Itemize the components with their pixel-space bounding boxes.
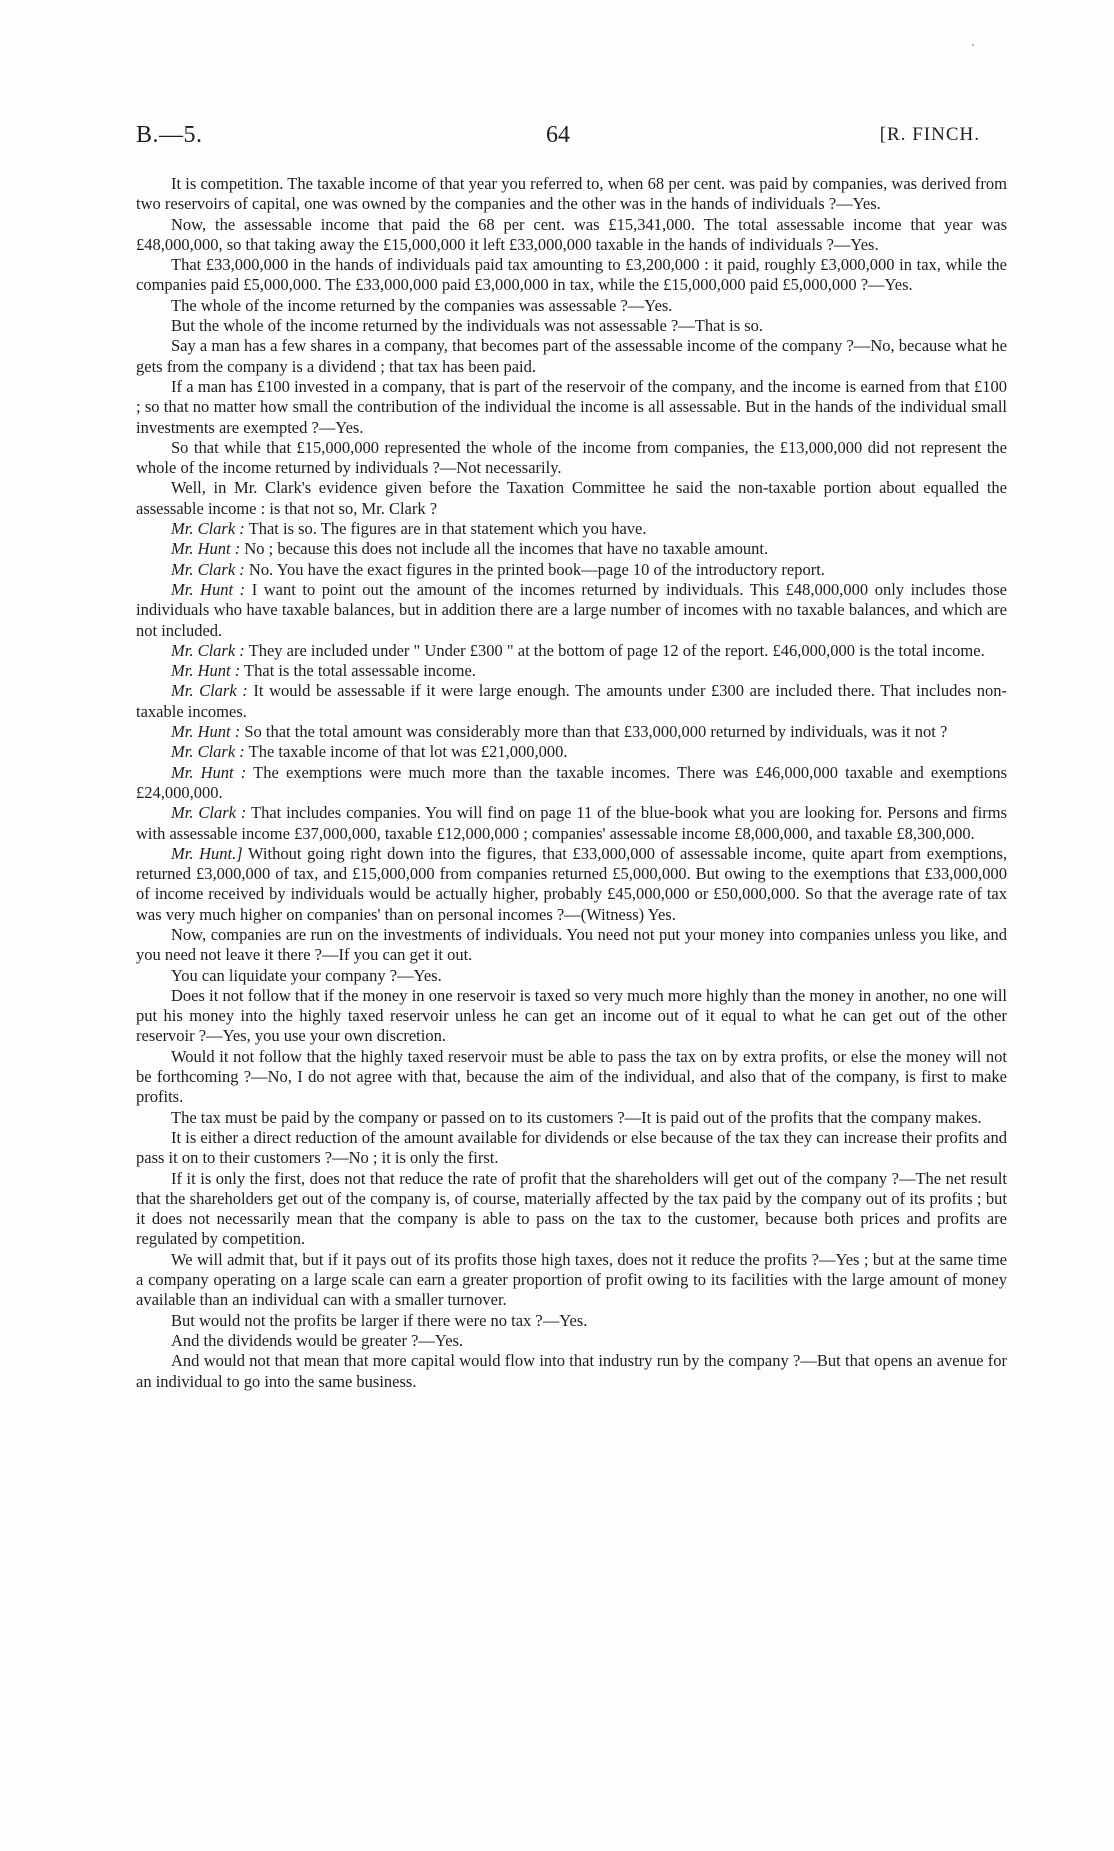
paragraph-text: No ; because this does not include all the incomes that have no taxable amount.: [244, 539, 769, 559]
paragraph-text: No. You have the exact figures in the printed book—page 10 of the introductory report.: [248, 559, 825, 579]
speaker-label: Mr. Clark :: [171, 559, 245, 579]
paragraph-text: And the dividends would be greater ?—Yes.: [171, 1330, 464, 1350]
paragraph: [136, 1128, 1007, 1169]
document-reference: B.—5.: [136, 122, 203, 148]
paragraph: [136, 966, 1007, 986]
speaker-label: Mr. Hunt.]: [171, 843, 243, 863]
paragraph-text: That £33,000,000 in the hands of individuals paid tax amounting to £3,200,000 : it paid, roughly £3,000,000 in tax, while the companies paid £5,000,000. The £33,000,000 paid £3,000,000 in tax, while the £15,000,000 paid £5,000,000 ?—Yes.: [136, 255, 1007, 295]
speaker-label: Mr. Clark :: [171, 803, 247, 823]
paragraph-text: It would be assessable if it were large enough. The amounts under £300 are included there. That includes non-taxable incomes.: [136, 681, 1007, 721]
paragraph-text: Now, companies are run on the investments of individuals. You need not put your money into companies unless you like, and you need not leave it there ?—If you can get it out.: [136, 924, 1007, 965]
paragraph: [136, 1250, 1007, 1311]
paragraph: [136, 478, 1007, 519]
paragraph: [136, 1047, 1007, 1108]
paragraph: [136, 742, 1007, 762]
paragraph: [136, 580, 1007, 641]
paragraph: [136, 1108, 1007, 1128]
paragraph-text: We will admit that, but if it pays out of its profits those high taxes, does not it reduce the profits ?—Yes ; but at the same time a company operating on a large scale can earn a greater proportion of profit owing to its facilities with the large amount of money available than an individual can with a smaller turnover.: [136, 1249, 1007, 1310]
paragraph: [136, 844, 1007, 925]
paragraph-text: The taxable income of that lot was £21,000,000.: [248, 742, 568, 762]
paragraph: [136, 215, 1007, 256]
paragraph-text: Well, in Mr. Clark's evidence given before the Taxation Committee he said the non-taxable portion about equalled the assessable income : is that not so, Mr. Clark ?: [136, 478, 1007, 518]
speaker-label: Mr. Clark :: [171, 681, 248, 701]
paragraph: [136, 560, 1007, 580]
paragraph-text: They are included under " Under £300 " at the bottom of page 12 of the report. £46,000,000 is the total income.: [248, 640, 985, 660]
paragraph-text: It is either a direct reduction of the amount available for dividends or else because of the tax they can increase their profits and pass it on to their customers ?—No ; it is only the first.: [136, 1127, 1007, 1168]
witness-name: [R. FINCH.: [879, 124, 980, 145]
paragraph-text: But the whole of the income returned by the individuals was not assessable ?—That is so.: [171, 316, 764, 336]
paragraph: [136, 539, 1007, 559]
paragraph: [136, 519, 1007, 539]
paragraph: [136, 925, 1007, 966]
paragraph: [136, 986, 1007, 1047]
speaker-label: Mr. Hunt :: [171, 661, 241, 681]
speaker-label: Mr. Clark :: [171, 742, 245, 762]
paragraph-text: That is the total assessable income.: [244, 661, 476, 681]
paragraph: [136, 296, 1007, 316]
paragraph-text: The whole of the income returned by the companies was assessable ?—Yes.: [171, 295, 673, 315]
paragraph-text: The exemptions were much more than the taxable incomes. There was £46,000,000 taxable and exemptions £24,000,000.: [136, 762, 1007, 802]
page-header: [136, 122, 980, 156]
paragraph-text: That is so. The figures are in that statement which you have.: [248, 519, 647, 539]
paragraph: [136, 1311, 1007, 1331]
paragraph-text: Without going right down into the figures, that £33,000,000 of assessable income, quite apart from exemptions, returned £3,000,000 of tax, and £15,000,000 from companies returned £5,000,000. But owing to the exemptions that £33,000,000 of income received by individuals would be actually higher, probably £45,000,000 or £50,000,000. So that the average rate of tax was very much higher on companies' than on personal incomes ?—(Witness) Yes.: [136, 843, 1008, 924]
paragraph-text: If a man has £100 invested in a company, that is part of the reservoir of the company, and the income is earned from that £100 ; so that no matter how small the contribution of the individual the income is all assessable. But in the hands of the individual small investments are exempted ?—Yes.: [136, 376, 1007, 437]
paragraph-text: If it is only the first, does not that reduce the rate of profit that the shareholders will get out of the company ?—The net result that the shareholders get out of the company is, of course, materially affected by the tax paid by the company out of its profits ; but it does not necessarily mean that the company is able to pass on the tax to the customer, because both prices and profits are regulated by competition.: [136, 1168, 1007, 1249]
paragraph: [136, 1351, 1007, 1392]
paragraph-text: And would not that mean that more capital would flow into that industry run by the company ?—But that opens an avenue for an individual to go into the same business.: [136, 1351, 1007, 1391]
paragraph-text: Does it not follow that if the money in one reservoir is taxed so very much more highly than the money in another, no one will put his money into the highly taxed reservoir unless he can get an income out of it equal to what he can get out of the other reservoir ?—Yes, you use your own discretion.: [136, 985, 1007, 1046]
speaker-label: Mr. Clark :: [171, 519, 245, 539]
paragraph-text: The tax must be paid by the company or passed on to its customers ?—It is paid out of the profits that the company makes.: [171, 1107, 982, 1127]
speaker-label: Mr. Hunt :: [171, 539, 241, 559]
paragraph-text: I want to point out the amount of the incomes returned by individuals. This £48,000,000 only includes those individuals who have taxable balances, but in addition there are a large number of incomes with no taxable balances, and which are not included.: [136, 579, 1007, 640]
paragraph: [136, 1169, 1007, 1250]
paragraph: [136, 641, 1007, 661]
paragraph-text: But would not the profits be larger if there were no tax ?—Yes.: [171, 1310, 588, 1330]
paragraph-text: Say a man has a few shares in a company, that becomes part of the assessable income of the company ?—No, because what he gets from the company is a dividend ; that tax has been paid.: [136, 336, 1007, 376]
paragraph-text: You can liquidate your company ?—Yes.: [171, 965, 442, 985]
paragraph: [136, 377, 1007, 438]
paragraph-text: That includes companies. You will find on page 11 of the blue-book what you are looking for. Persons and firms with assessable income £37,000,000, taxable £12,000,000 ; companies' assessable income £8,000,000, and taxable £8,300,000.: [136, 803, 1007, 843]
paragraph: [136, 803, 1007, 844]
paragraph: [136, 438, 1007, 479]
paragraph: [136, 1331, 1007, 1351]
paragraph: [136, 336, 1007, 377]
speaker-label: Mr. Hunt :: [171, 722, 241, 742]
paragraph: [136, 174, 1007, 215]
page-number: 64: [546, 122, 570, 148]
speaker-label: Mr. Clark :: [171, 640, 245, 660]
paragraph: [136, 255, 1007, 296]
paragraph-text: Now, the assessable income that paid the 68 per cent. was £15,341,000. The total assessable income that year was £48,000,000, so that taking away the £15,000,000 it left £33,000,000 taxable in the hands of individuals ?—Yes.: [136, 214, 1007, 254]
paragraph-text: It is competition. The taxable income of that year you referred to, when 68 per cent. was paid by companies, was derived from two reservoirs of capital, one was owned by the companies and the other was in the hands of individuals ?—Yes.: [136, 174, 1007, 214]
document-body: [136, 174, 1007, 1392]
paragraph: [136, 681, 1007, 722]
scan-speck: [972, 44, 974, 46]
paragraph-text: So that the total amount was considerably more than that £33,000,000 returned by individuals, was it not ?: [244, 722, 948, 742]
paragraph: [136, 661, 1007, 681]
paragraph: [136, 722, 1007, 742]
paragraph-text: Would it not follow that the highly taxed reservoir must be able to pass the tax on by extra profits, or else the money will not be forthcoming ?—No, I do not agree with that, because the aim of the individual, and also that of the company, is first to make profits.: [136, 1046, 1007, 1107]
paragraph: [136, 763, 1007, 804]
speaker-label: Mr. Hunt :: [171, 579, 246, 599]
paragraph: [136, 316, 1007, 336]
paragraph-text: So that while that £15,000,000 represented the whole of the income from companies, the £13,000,000 did not represent the whole of the income returned by individuals ?—Not necessarily.: [136, 437, 1007, 478]
speaker-label: Mr. Hunt :: [171, 762, 247, 782]
